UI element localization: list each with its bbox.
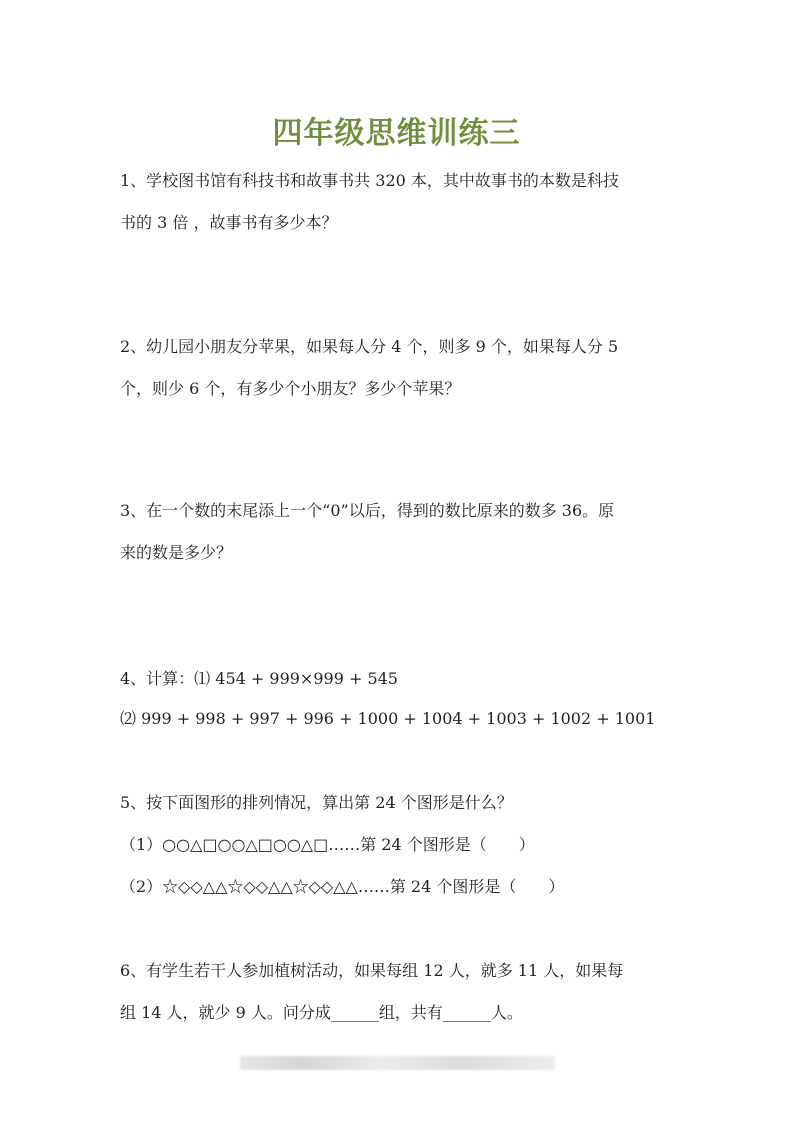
question-1-line-2: 书的 3 倍 ，故事书有多少本？	[120, 213, 338, 232]
question-5-line-1: 5、按下面图形的排列情况，算出第 24 个图形是什么？	[120, 793, 513, 812]
page-title: 四年级思维训练三	[272, 116, 521, 151]
question-5-line-3: （2）☆◇◇△△☆◇◇△△☆◇◇△△……第 24 个图形是（ ）	[120, 877, 565, 896]
blurred-footer	[240, 1056, 555, 1070]
question-2-line-2: 个，则少 6 个，有多少个小朋友？多少个苹果？	[120, 379, 461, 398]
question-3-line-1: 3、在一个数的末尾添上一个“0”以后，得到的数比原来的数多 36。原	[120, 501, 615, 520]
question-1-line-1: 1、学校图书馆有科技书和故事书共 320 本，其中故事书的本数是科技	[120, 171, 619, 190]
question-4-line-1: 4、计算：⑴ 454 + 999×999 + 545	[120, 669, 398, 688]
question-5-line-2: （1）○○△□○○△□○○△□……第 24 个图形是（ ）	[120, 835, 535, 854]
question-4-line-2: ⑵ 999 + 998 + 997 + 996 + 1000 + 1004 + 1003 + 1002 + 1001	[120, 709, 656, 728]
question-6-line-1: 6、有学生若干人参加植树活动，如果每组 12 人，就多 11 人，如果每	[120, 961, 624, 980]
question-6-line-2: 组 14 人，就少 9 人。问分成______组，共有______人。	[120, 1003, 523, 1022]
question-3-line-2: 来的数是多少？	[120, 543, 233, 562]
question-2-line-1: 2、幼儿园小朋友分苹果，如果每人分 4 个，则多 9 个，如果每人分 5	[120, 337, 619, 356]
